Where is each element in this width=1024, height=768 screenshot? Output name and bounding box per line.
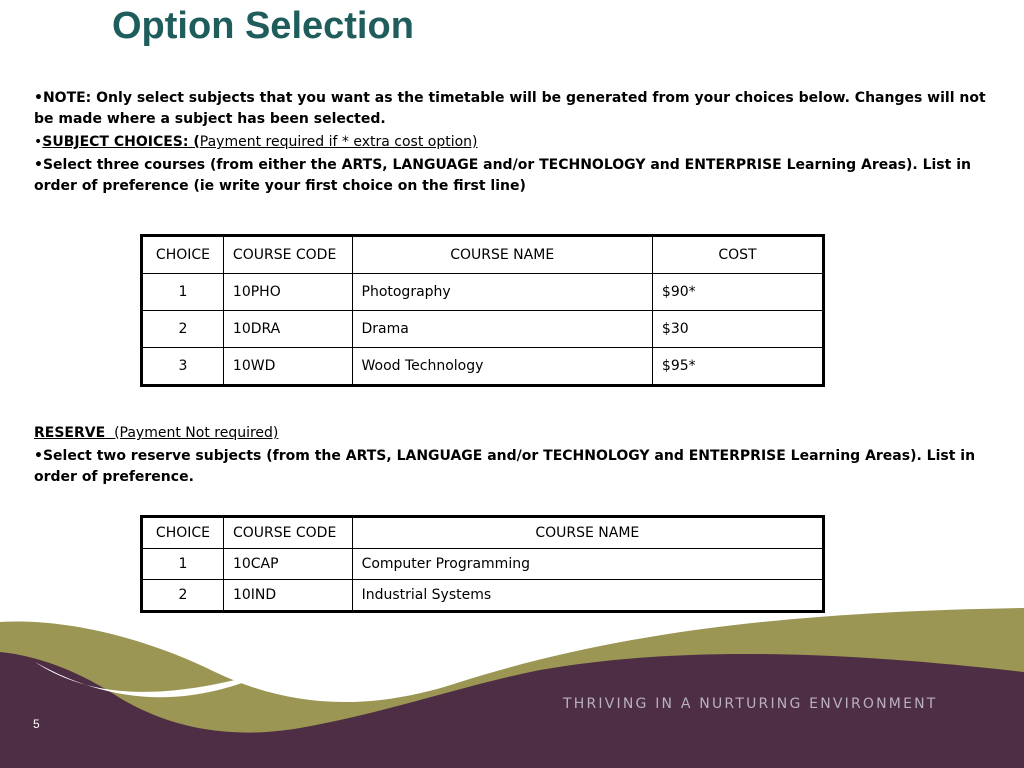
header-cell: COURSE CODE xyxy=(223,517,352,549)
header-cell: CHOICE xyxy=(142,517,224,549)
header-cell: COURSE NAME xyxy=(352,236,652,274)
course-name-cell: Photography xyxy=(352,274,652,311)
course-code-cell: 10WD xyxy=(223,348,352,386)
header-cell: CHOICE xyxy=(142,236,224,274)
choice-cell: 2 xyxy=(142,311,224,348)
select-three-text: Select three courses (from either the ARTS, LANGUAGE and/or TECHNOLOGY and ENTERPRISE Learning Areas). List in order of preference (ie write your first choice on the first line) xyxy=(34,157,971,194)
choice-cell: 1 xyxy=(142,274,224,311)
cost-cell: $90* xyxy=(652,274,823,311)
course-code-cell: 10CAP xyxy=(223,549,352,580)
cost-cell: $30 xyxy=(652,311,823,348)
page-title: Option Selection xyxy=(112,5,414,47)
subject-choices-tail: Payment required if * extra cost option) xyxy=(199,134,478,150)
reserve-heading xyxy=(34,423,1000,444)
choice-cell: 1 xyxy=(142,549,224,580)
cost-cell: $95* xyxy=(652,348,823,386)
footer-tagline: THRIVING IN A NURTURING ENVIRONMENT xyxy=(563,696,938,712)
reserve-paren: (Payment Not required) xyxy=(114,425,279,441)
select-three-bullet: •Select three courses (from either the ARTS, LANGUAGE and/or TECHNOLOGY and ENTERPRISE Learning Areas). List in order of preference (ie write your first choice on the first line) xyxy=(34,157,971,194)
page-number: 5 xyxy=(33,717,40,731)
table-row xyxy=(142,348,824,386)
subject-choices-label: SUBJECT CHOICES: ( xyxy=(42,134,200,150)
course-code-cell: 10PHO xyxy=(223,274,352,311)
note-text: NOTE: Only select subjects that you want as the timetable will be generated from your choices below. Changes will not be made where a subject has been selected. xyxy=(34,90,986,127)
reserve-section xyxy=(34,423,1000,490)
table-row xyxy=(142,549,824,580)
course-name-cell: Drama xyxy=(352,311,652,348)
subject-choices-bullet: •SUBJECT CHOICES: (Payment required if * extra cost option) xyxy=(34,134,478,150)
course-code-cell: 10DRA xyxy=(223,311,352,348)
course-name-cell: Wood Technology xyxy=(352,348,652,386)
choices-table xyxy=(140,234,825,387)
reserve-table xyxy=(140,515,825,613)
course-name-cell: Computer Programming xyxy=(352,549,823,580)
footer-wave-graphic xyxy=(0,600,1024,768)
choice-cell: 2 xyxy=(142,580,224,612)
note-bullet: •NOTE: Only select subjects that you want as the timetable will be generated from your choices below. Changes will not be made where a subject has been selected. xyxy=(34,90,986,127)
reserve-instruction: Select two reserve subjects (from the ARTS, LANGUAGE and/or TECHNOLOGY and ENTERPRISE Learning Areas). List in order of preference. xyxy=(34,448,976,485)
choice-cell: 3 xyxy=(142,348,224,386)
table-row xyxy=(142,274,824,311)
table-header-row xyxy=(142,517,824,549)
reserve-label: RESERVE xyxy=(34,425,106,441)
header-cell: COST xyxy=(652,236,823,274)
header-cell: COURSE CODE xyxy=(223,236,352,274)
course-name-cell: Industrial Systems xyxy=(352,580,823,612)
header-cell: COURSE NAME xyxy=(352,517,823,549)
course-code-cell: 10IND xyxy=(223,580,352,612)
table-header-row xyxy=(142,236,824,274)
reserve-bullet: •Select two reserve subjects (from the ARTS, LANGUAGE and/or TECHNOLOGY and ENTERPRISE Learning Areas). List in order of preference. xyxy=(34,448,976,485)
instructions xyxy=(34,88,1000,199)
table-row xyxy=(142,311,824,348)
